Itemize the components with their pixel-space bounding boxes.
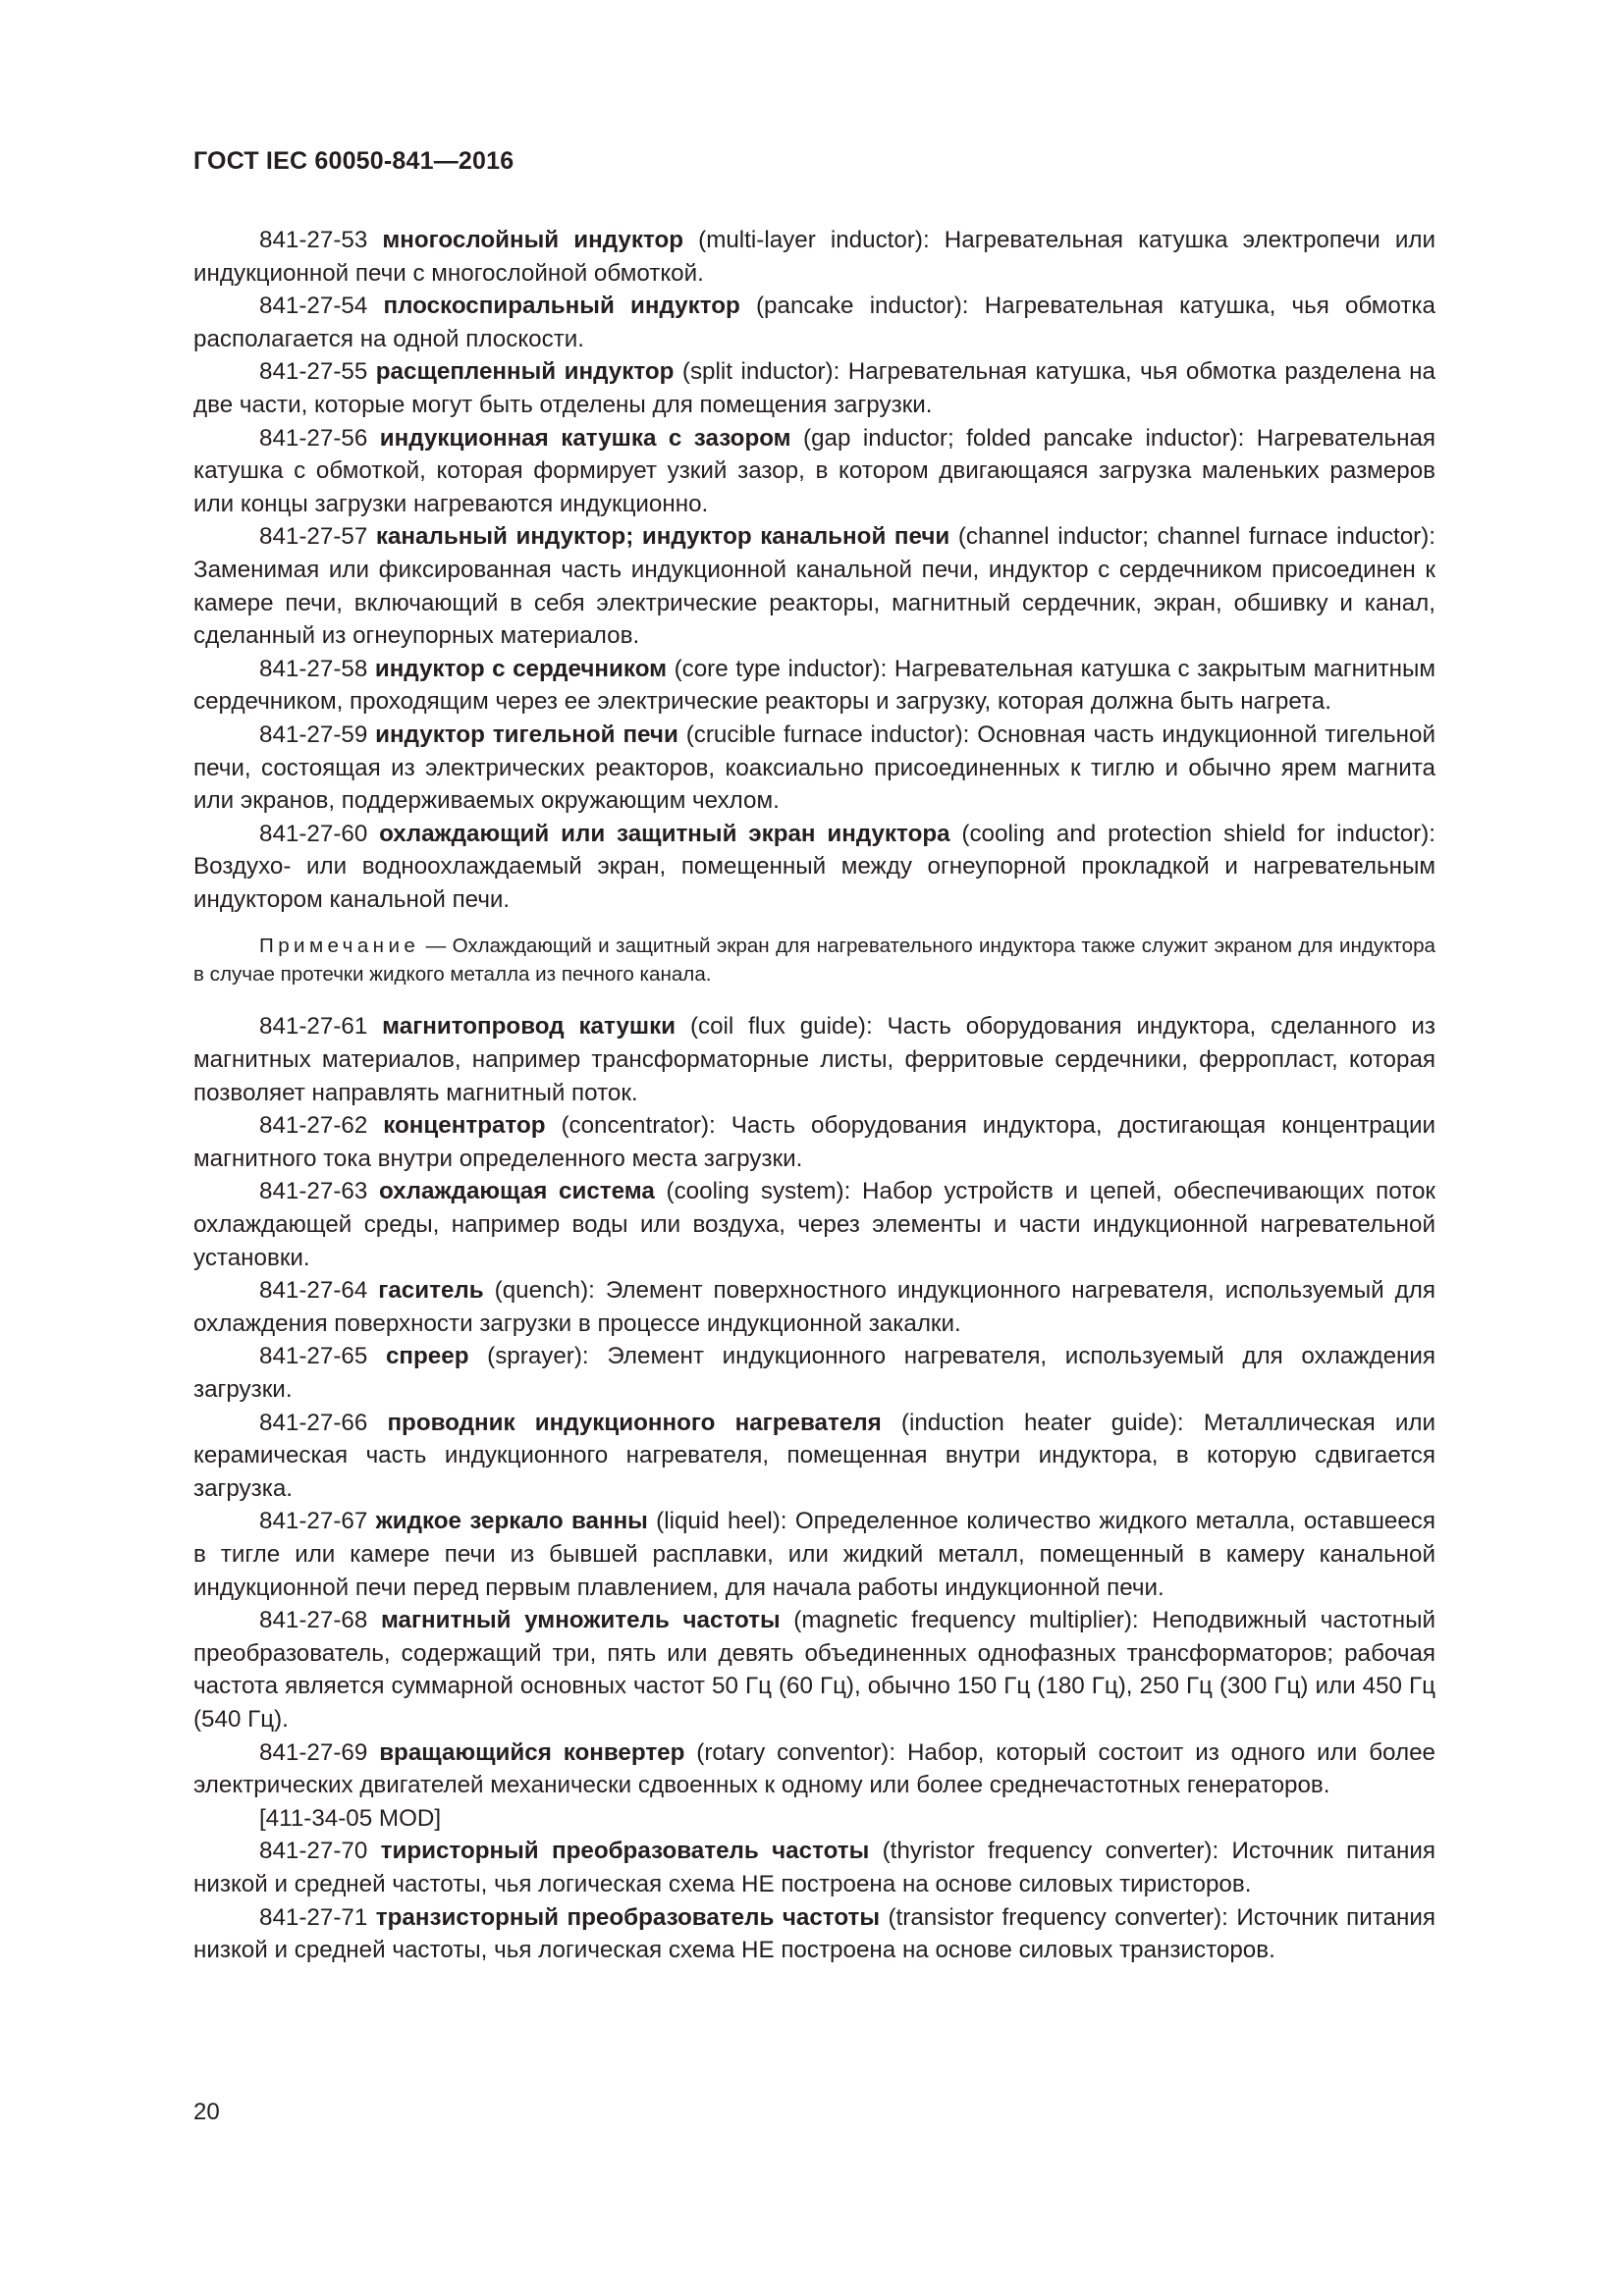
entry-term: канальный индуктор; индуктор канальной печи xyxy=(375,523,950,551)
term-entry xyxy=(193,1407,1435,1506)
entry-number: 841-27-56 xyxy=(259,424,368,452)
entry-term: индуктор тигельной печи xyxy=(375,721,678,748)
term-entry xyxy=(193,1901,1435,1967)
entry-definition: (coil flux guide): Часть оборудования индуктора, сделанного из магнитных материалов, например трансформаторные листы, ферритовые сердечники, ферропласт, которая позволяет направлять магнитный поток. xyxy=(193,1013,1435,1106)
entry-term: плоскоспиральный индуктор xyxy=(383,293,740,320)
entry-definition: (sprayer): Элемент индукционного нагревателя, используемый для охлаждения загрузки. xyxy=(193,1343,1435,1403)
entries-before-note xyxy=(193,224,1435,916)
term-entry xyxy=(193,1175,1435,1274)
term-entry xyxy=(193,1736,1435,1802)
entry-term: гаситель xyxy=(378,1277,484,1305)
entry-number: 841-27-61 xyxy=(259,1013,368,1041)
reference: [411-34-05 MOD] xyxy=(259,1804,442,1832)
term-entry xyxy=(193,1010,1435,1109)
entry-number: 841-27-66 xyxy=(259,1409,368,1436)
note xyxy=(193,932,1435,988)
entry-number: 841-27-64 xyxy=(259,1277,368,1305)
note-label: Примечание xyxy=(259,934,420,958)
entry-term: концентратор xyxy=(383,1112,546,1140)
entry-term: многослойный индуктор xyxy=(382,227,684,253)
entry-definition: (liquid heel): Определенное количество жидкого металла, оставшееся в тигле или камере печи из бывшей расплавки, или жидкий металл, помещенный в камеру канальной индукционной печи перед первым плавлением, для начала работы индукционной печи. xyxy=(193,1508,1435,1601)
entry-number: 841-27-69 xyxy=(259,1738,368,1766)
entry-definition: (cooling and protection shield for inductor): Воздухо- или водноохлаждаемый экран, помещенный между огнеупорной прокладкой и нагревательным индуктором канальной печи. xyxy=(193,820,1435,913)
term-entry xyxy=(193,520,1435,652)
entry-definition: (core type inductor): Нагревательная катушка с закрытым магнитным сердечником, проходящим через ее электрические реакторы и загрузку, которая должна быть нагрета. xyxy=(193,655,1435,716)
entry-number: 841-27-71 xyxy=(259,1903,368,1931)
entry-definition: (pancake inductor): Нагревательная катушка, чья обмотка располагается на одной плоскости. xyxy=(193,293,1435,352)
entry-term: вращающийся конвертер xyxy=(379,1738,685,1766)
entry-definition: (crucible furnace inductor): Основная часть индукционной тигельной печи, состоящая из электрических реакторов, коаксиально присоединенных к тиглю и обычно ярем магнита или экранов, поддерживаемых окружающим чехлом. xyxy=(193,721,1435,815)
document-header: ГОСТ IEC 60050-841—2016 xyxy=(193,147,514,175)
entry-definition: (channel inductor; channel furnace inductor): Заменимая или фиксированная часть индукционной канальной печи, индуктор с сердечником присоединен к камере печи, включающий в себя электрические реакторы, магнитный сердечник, экран, обшивку и канал, сделанный из огнеупорных материалов. xyxy=(193,523,1435,650)
term-entry xyxy=(193,1505,1435,1604)
entry-term: спреер xyxy=(385,1343,469,1370)
entry-number: 841-27-54 xyxy=(259,293,368,320)
entry-term: магнитный умножитель частоты xyxy=(380,1607,781,1634)
entry-term: расщепленный индуктор xyxy=(375,358,675,386)
term-entry xyxy=(193,1109,1435,1175)
term-entry xyxy=(193,1835,1435,1900)
entry-term: магнитопровод катушки xyxy=(382,1013,677,1041)
term-entry xyxy=(193,719,1435,818)
entry-term: жидкое зеркало ванны xyxy=(375,1508,648,1535)
entry-number: 841-27-57 xyxy=(259,523,368,551)
page-number: 20 xyxy=(193,2099,220,2125)
entry-number: 841-27-67 xyxy=(259,1508,368,1535)
entry-definition: (rotary conventor): Набор, который состоит из одного или более электрических двигателей механически сдвоенных к одному или более среднечастотных генераторов. xyxy=(193,1738,1435,1799)
entries-after-note xyxy=(193,1010,1435,1801)
entry-number: 841-27-60 xyxy=(259,820,368,847)
term-entry xyxy=(193,1604,1435,1735)
term-entry xyxy=(193,422,1435,521)
entry-number: 841-27-59 xyxy=(259,721,368,748)
entry-term: проводник индукционного нагревателя xyxy=(387,1409,882,1436)
entry-definition: (transistor frequency converter): Источник питания низкой и средней частоты, чья логическая схема НЕ построена на основе силовых транзисторов. xyxy=(193,1903,1435,1964)
entry-definition: (multi-layer inductor): Нагревательная катушка электропечи или индукционной печи с многослойной обмоткой. xyxy=(193,227,1435,287)
entry-definition: (induction heater guide): Металлическая или керамическая часть индукционного нагревателя, помещенная внутри индуктора, в которую сдвигается загрузка. xyxy=(193,1409,1435,1502)
entry-number: 841-27-63 xyxy=(259,1178,368,1205)
term-entry xyxy=(193,290,1435,355)
entry-definition: (split inductor): Нагревательная катушка, чья обмотка разделена на две части, которые могут быть отделены для помещения загрузки. xyxy=(193,358,1435,418)
entry-number: 841-27-62 xyxy=(259,1112,368,1140)
entry-number: 841-27-55 xyxy=(259,358,368,386)
entry-term: тиристорный преобразователь частоты xyxy=(380,1838,870,1865)
note-text: — Охлаждающий и защитный экран для нагревательного индуктора также служит экраном для индуктора в случае протечки жидкого металла из печного канала. xyxy=(193,934,1435,987)
entry-number: 841-27-53 xyxy=(259,227,368,253)
document-content xyxy=(193,224,1435,1967)
entry-number: 841-27-68 xyxy=(259,1607,368,1634)
entry-term: индуктор с сердечником xyxy=(374,655,668,682)
term-entry xyxy=(193,224,1435,290)
entry-definition: (thyristor frequency converter): Источник питания низкой и средней частоты, чья логическая схема НЕ построена на основе силовых тиристоров. xyxy=(193,1838,1435,1897)
entry-term: охлаждающий или защитный экран индуктора xyxy=(379,820,950,847)
term-entry xyxy=(193,818,1435,917)
entry-term: охлаждающая система xyxy=(379,1178,655,1205)
entry-number: 841-27-70 xyxy=(259,1838,368,1865)
entry-definition: (gap inductor; folded pancake inductor): Нагревательная катушка с обмоткой, которая формирует узкий зазор, в котором двигающаяся загрузка маленьких размеров или концы загрузки нагреваются индукционно. xyxy=(193,424,1435,517)
term-entry xyxy=(193,355,1435,421)
term-entry xyxy=(193,1340,1435,1406)
entry-definition: (magnetic frequency multiplier): Неподвижный частотный преобразователь, содержащий три, пять или девять объединенных однофазных трансформаторов; рабочая частота является суммарной основных частот 50 Гц (60 Гц), обычно 150 Гц (180 Гц), 250 Гц (300 Гц) или 450 Гц (540 Гц). xyxy=(193,1607,1435,1733)
entry-number: 841-27-58 xyxy=(259,655,368,682)
entry-definition: (cooling system): Набор устройств и цепей, обеспечивающих поток охлаждающей среды, например воды или воздуха, через элементы и части индукционной нагревательной установки. xyxy=(193,1178,1435,1271)
entry-definition: (quench): Элемент поверхностного индукционного нагревателя, используемый для охлаждения поверхности загрузки в процессе индукционной закалки. xyxy=(193,1277,1435,1337)
term-entry xyxy=(193,1274,1435,1340)
term-entry xyxy=(193,653,1435,719)
entry-definition: (concentrator): Часть оборудования индуктора, достигающая концентрации магнитного тока внутри определенного места загрузки. xyxy=(193,1112,1435,1172)
entry-number: 841-27-65 xyxy=(259,1343,368,1370)
entries-final xyxy=(193,1835,1435,1966)
entry-term: транзисторный преобразователь частоты xyxy=(375,1903,880,1931)
entry-term: индукционная катушка с зазором xyxy=(379,424,791,452)
